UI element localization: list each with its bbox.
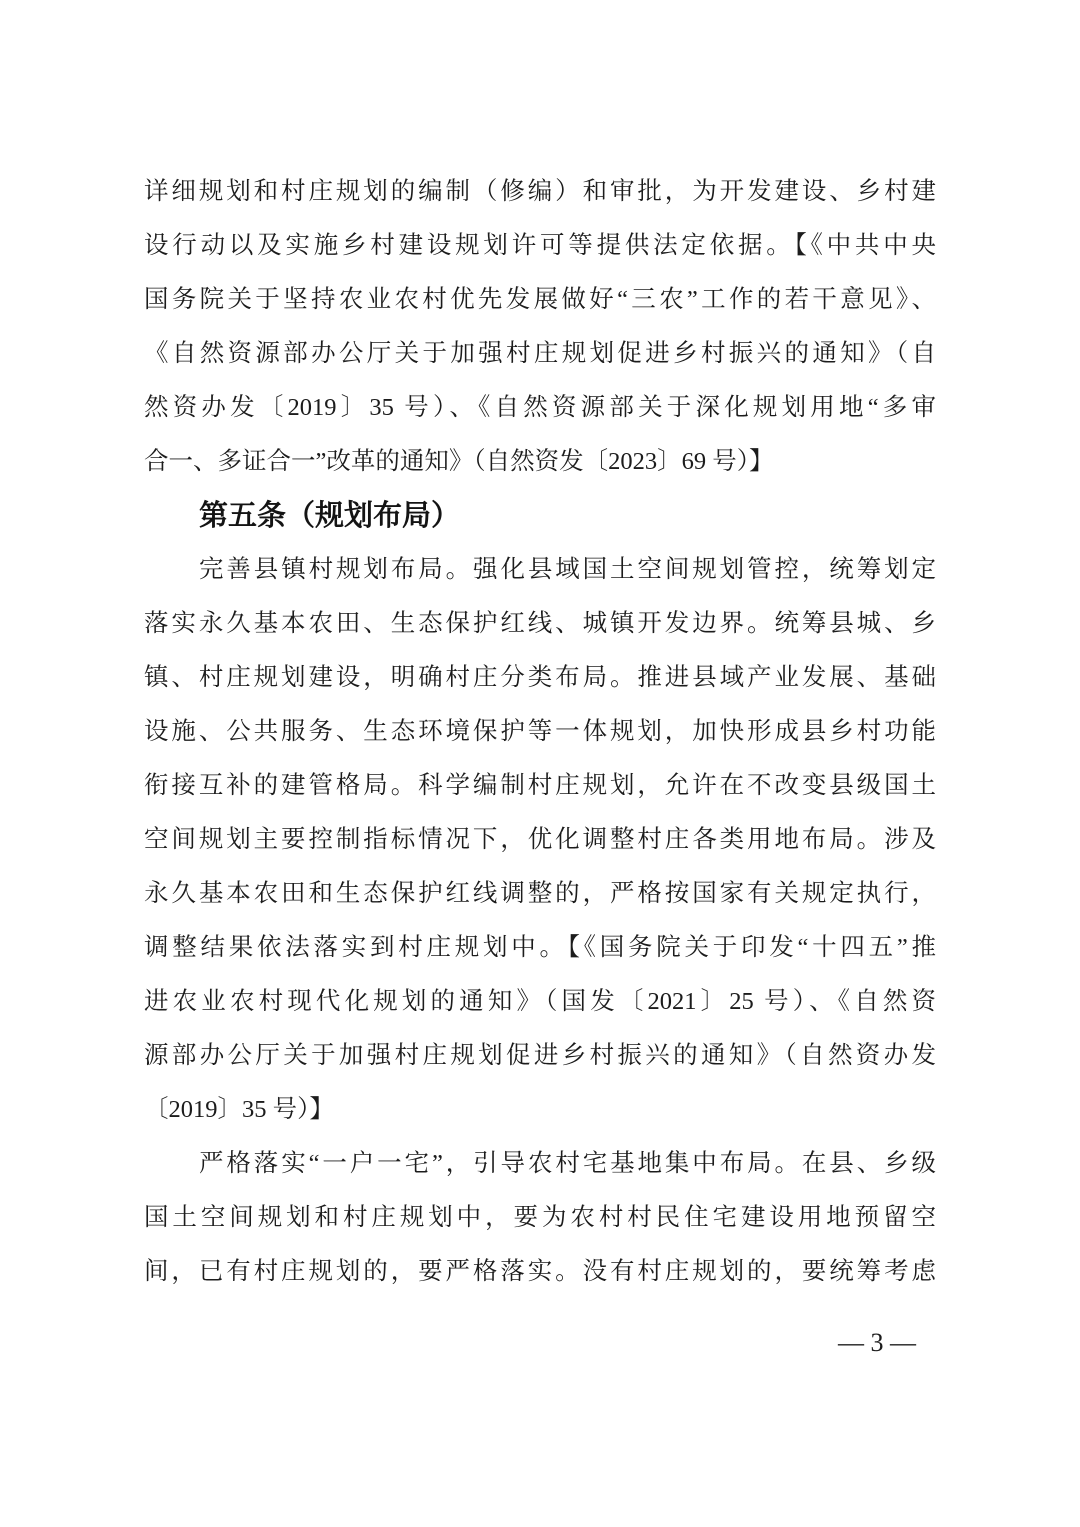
document-body-text xyxy=(144,165,936,1299)
text-line: 《自然资源部办公厅关于加强村庄规划促进乡村振兴的通知》（自 xyxy=(144,340,936,367)
text-line: 〔2019〕35 号）】 xyxy=(144,1096,334,1123)
text-line: 设施、公共服务、生态环境保护等一体规划，加快形成县乡村功能 xyxy=(144,718,936,745)
paragraph xyxy=(144,1137,936,1299)
text-line: 合一、多证合一”改革的通知》（自然资发〔2023〕69 号）】 xyxy=(144,448,774,475)
text-line: 永久基本农田和生态保护红线调整的，严格按国家有关规定执行， xyxy=(144,880,936,907)
text-line: 国务院关于坚持农业农村优先发展做好“三农”工作的若干意见》、 xyxy=(144,286,936,313)
article-heading: 第五条（规划布局） xyxy=(199,500,461,532)
text-line: 衔接互补的建管格局。科学编制村庄规划，允许在不改变县级国土 xyxy=(144,772,936,799)
paragraph xyxy=(144,543,936,1137)
text-line: 严格落实“一户一宅”，引导农村宅基地集中布局。在县、乡级 xyxy=(199,1150,936,1177)
text-line: 国土空间规划和村庄规划中，要为农村村民住宅建设用地预留空 xyxy=(144,1204,936,1231)
text-line: 镇、村庄规划建设，明确村庄分类布局。推进县域产业发展、基础 xyxy=(144,664,936,691)
text-line: 详细规划和村庄规划的编制（修编）和审批，为开发建设、乡村建 xyxy=(144,178,936,205)
text-line: 源部办公厅关于加强村庄规划促进乡村振兴的通知》（自然资办发 xyxy=(144,1042,936,1069)
text-line: 间，已有村庄规划的，要严格落实。没有村庄规划的，要统筹考虑 xyxy=(144,1258,936,1285)
text-line: 调整结果依法落实到村庄规划中。【《国务院关于印发“十四五”推 xyxy=(144,934,936,961)
paragraph-continuation xyxy=(144,165,936,489)
text-line: 然资办发〔2019〕35 号）、《自然资源部关于深化规划用地“多审 xyxy=(144,394,936,421)
article-heading-block xyxy=(144,489,936,543)
text-line: 空间规划主要控制指标情况下，优化调整村庄各类用地布局。涉及 xyxy=(144,826,936,853)
text-line: 进农业农村现代化规划的通知》（国发〔2021〕25 号）、《自然资 xyxy=(144,988,936,1015)
page-number: — 3 — xyxy=(838,1328,916,1357)
text-line: 设行动以及实施乡村建设规划许可等提供法定依据。【《中共中央 xyxy=(144,232,936,259)
text-line: 完善县镇村规划布局。强化县域国土空间规划管控，统筹划定 xyxy=(199,556,936,583)
text-line: 落实永久基本农田、生态保护红线、城镇开发边界。统筹县城、乡 xyxy=(144,610,936,637)
